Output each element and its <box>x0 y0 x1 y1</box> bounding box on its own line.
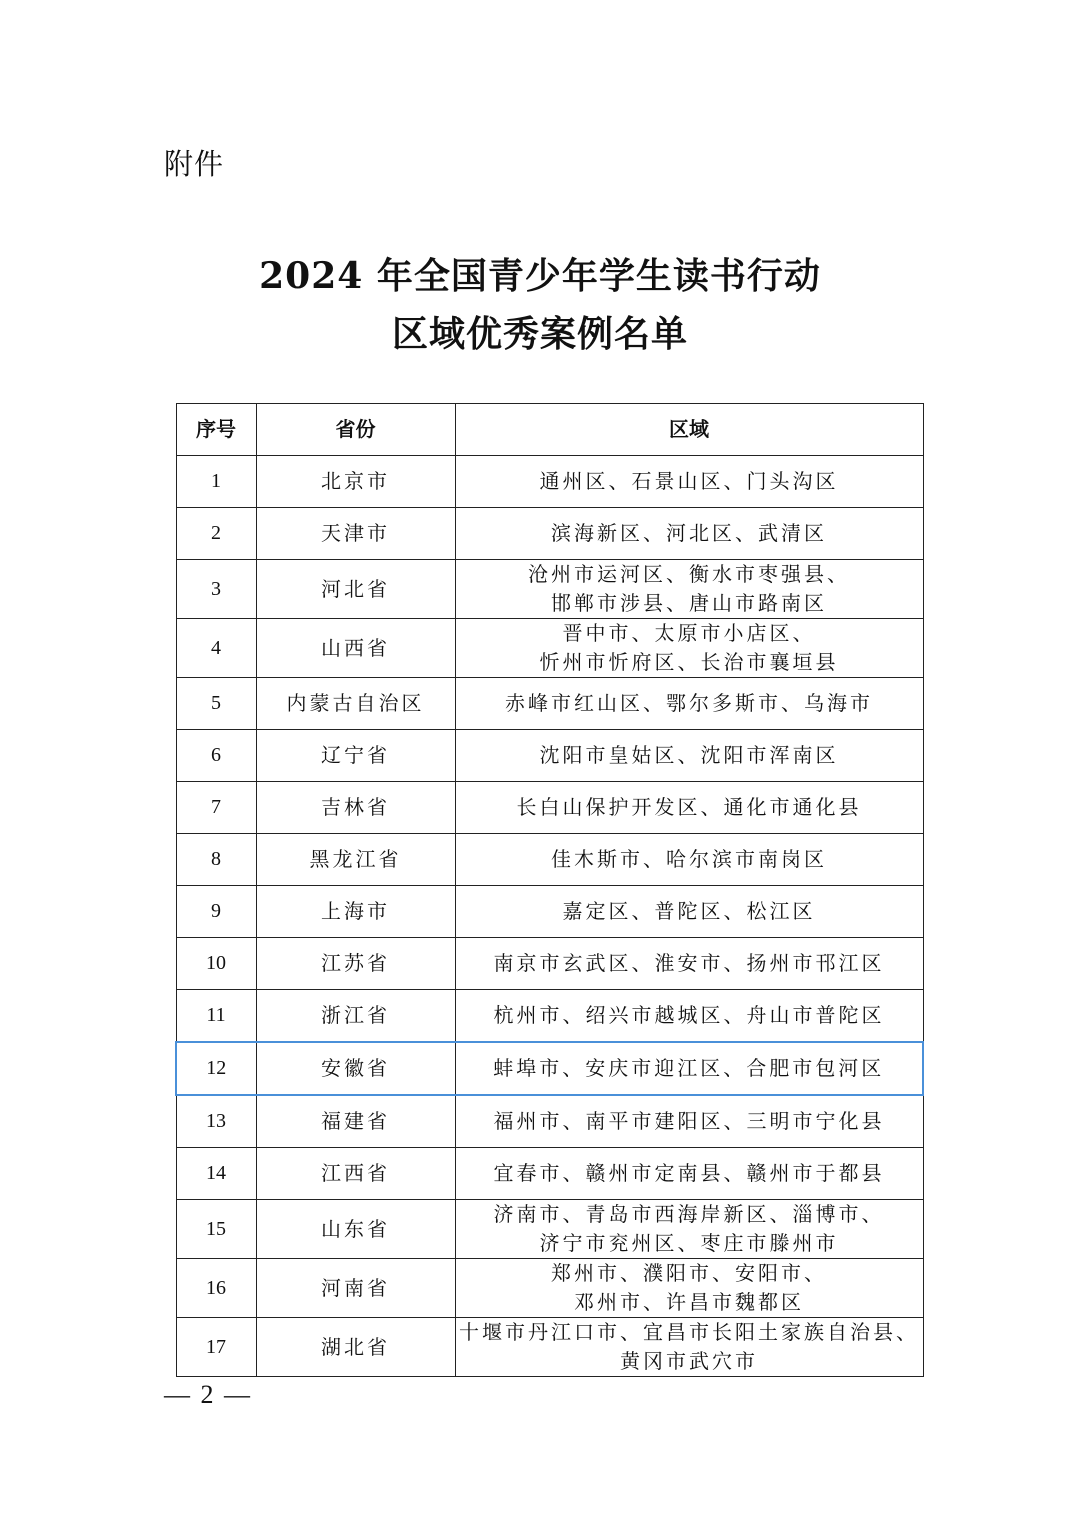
table-row <box>176 560 923 619</box>
row-province: 内蒙古自治区 <box>256 678 455 730</box>
area-line: 邯郸市涉县、唐山市路南区 <box>551 591 827 615</box>
row-number: 12 <box>176 1042 256 1095</box>
row-areas <box>455 456 923 508</box>
row-province: 山东省 <box>256 1200 455 1259</box>
roster-table <box>175 403 924 1377</box>
area-line: 蚌埠市、安庆市迎江区、合肥市包河区 <box>493 1056 885 1080</box>
row-areas <box>455 1042 923 1095</box>
table-row <box>176 456 923 508</box>
document-title-line-1: 2024 年全国青少年学生读书行动 <box>259 255 821 297</box>
row-province: 江西省 <box>256 1148 455 1200</box>
row-number: 14 <box>176 1148 256 1200</box>
row-province: 安徽省 <box>256 1042 455 1095</box>
table-row <box>176 1148 923 1200</box>
area-line: 宜春市、赣州市定南县、赣州市于都县 <box>493 1161 885 1185</box>
row-areas <box>455 1318 923 1377</box>
attachment-label: 附件 <box>164 147 225 181</box>
row-areas <box>455 730 923 782</box>
column-header-number: 序号 <box>176 404 256 456</box>
area-line: 黄冈市武穴市 <box>620 1349 758 1373</box>
table-row <box>176 1042 923 1095</box>
row-province: 山西省 <box>256 619 455 678</box>
table-row <box>176 1318 923 1377</box>
area-line: 沧州市运河区、衡水市枣强县、 <box>528 562 850 586</box>
row-province: 吉林省 <box>256 782 455 834</box>
area-line: 通州区、石景山区、门头沟区 <box>539 469 839 493</box>
area-line: 赤峰市红山区、鄂尔多斯市、乌海市 <box>505 691 873 715</box>
table-row <box>176 619 923 678</box>
area-line: 长白山保护开发区、通化市通化县 <box>516 795 862 819</box>
row-number: 6 <box>176 730 256 782</box>
row-areas <box>455 508 923 560</box>
table-row <box>176 508 923 560</box>
row-areas <box>455 560 923 619</box>
row-number: 11 <box>176 990 256 1043</box>
table-row <box>176 678 923 730</box>
row-areas <box>455 990 923 1043</box>
row-province: 辽宁省 <box>256 730 455 782</box>
area-line: 郑州市、濮阳市、安阳市、 <box>551 1261 827 1285</box>
row-province: 黑龙江省 <box>256 834 455 886</box>
row-areas <box>455 886 923 938</box>
row-province: 江苏省 <box>256 938 455 990</box>
row-areas <box>455 678 923 730</box>
row-areas <box>455 619 923 678</box>
area-line: 南京市玄武区、淮安市、扬州市邗江区 <box>493 951 885 975</box>
row-areas <box>455 1095 923 1148</box>
header-row <box>176 404 923 456</box>
page-number: — 2 — <box>164 1380 252 1409</box>
row-areas <box>455 1259 923 1318</box>
row-province: 北京市 <box>256 456 455 508</box>
roster-table-body <box>176 456 923 1377</box>
document-title-line-2: 区域优秀案例名单 <box>391 313 688 355</box>
row-number: 7 <box>176 782 256 834</box>
row-province: 河南省 <box>256 1259 455 1318</box>
row-province: 福建省 <box>256 1095 455 1148</box>
column-header-area: 区域 <box>455 404 923 456</box>
row-number: 8 <box>176 834 256 886</box>
row-areas <box>455 834 923 886</box>
row-areas <box>455 1148 923 1200</box>
area-line: 忻州市忻府区、长治市襄垣县 <box>539 650 839 674</box>
row-number: 1 <box>176 456 256 508</box>
area-line: 沈阳市皇姑区、沈阳市浑南区 <box>539 743 839 767</box>
row-province: 河北省 <box>256 560 455 619</box>
row-province: 天津市 <box>256 508 455 560</box>
table-row <box>176 938 923 990</box>
table-row <box>176 1095 923 1148</box>
area-line: 佳木斯市、哈尔滨市南岗区 <box>551 847 827 871</box>
row-province: 浙江省 <box>256 990 455 1043</box>
row-number: 3 <box>176 560 256 619</box>
row-areas <box>455 782 923 834</box>
area-line: 杭州市、绍兴市越城区、舟山市普陀区 <box>493 1003 885 1027</box>
area-line: 滨海新区、河北区、武清区 <box>551 521 827 545</box>
row-areas <box>455 938 923 990</box>
row-number: 5 <box>176 678 256 730</box>
row-number: 4 <box>176 619 256 678</box>
area-line: 福州市、南平市建阳区、三明市宁化县 <box>493 1109 885 1133</box>
row-number: 10 <box>176 938 256 990</box>
area-line: 嘉定区、普陀区、松江区 <box>562 899 816 923</box>
row-province: 湖北省 <box>256 1318 455 1377</box>
row-province: 上海市 <box>256 886 455 938</box>
area-line: 邓州市、许昌市魏都区 <box>574 1290 804 1314</box>
area-line: 济宁市兖州区、枣庄市滕州市 <box>539 1231 839 1255</box>
row-number: 13 <box>176 1095 256 1148</box>
table-row <box>176 1259 923 1318</box>
table-row <box>176 886 923 938</box>
row-areas <box>455 1200 923 1259</box>
row-number: 2 <box>176 508 256 560</box>
table-row <box>176 834 923 886</box>
area-line: 济南市、青岛市西海岸新区、淄博市、 <box>493 1202 885 1226</box>
area-line: 晋中市、太原市小店区、 <box>562 621 816 645</box>
table-row <box>176 990 923 1043</box>
table-row <box>176 782 923 834</box>
table-row <box>176 1200 923 1259</box>
column-header-province: 省份 <box>256 404 455 456</box>
row-number: 15 <box>176 1200 256 1259</box>
row-number: 9 <box>176 886 256 938</box>
row-number: 17 <box>176 1318 256 1377</box>
table-row <box>176 730 923 782</box>
area-line: 十堰市丹江口市、宜昌市长阳土家族自治县、 <box>459 1320 919 1344</box>
row-number: 16 <box>176 1259 256 1318</box>
roster-table-header <box>176 404 923 456</box>
